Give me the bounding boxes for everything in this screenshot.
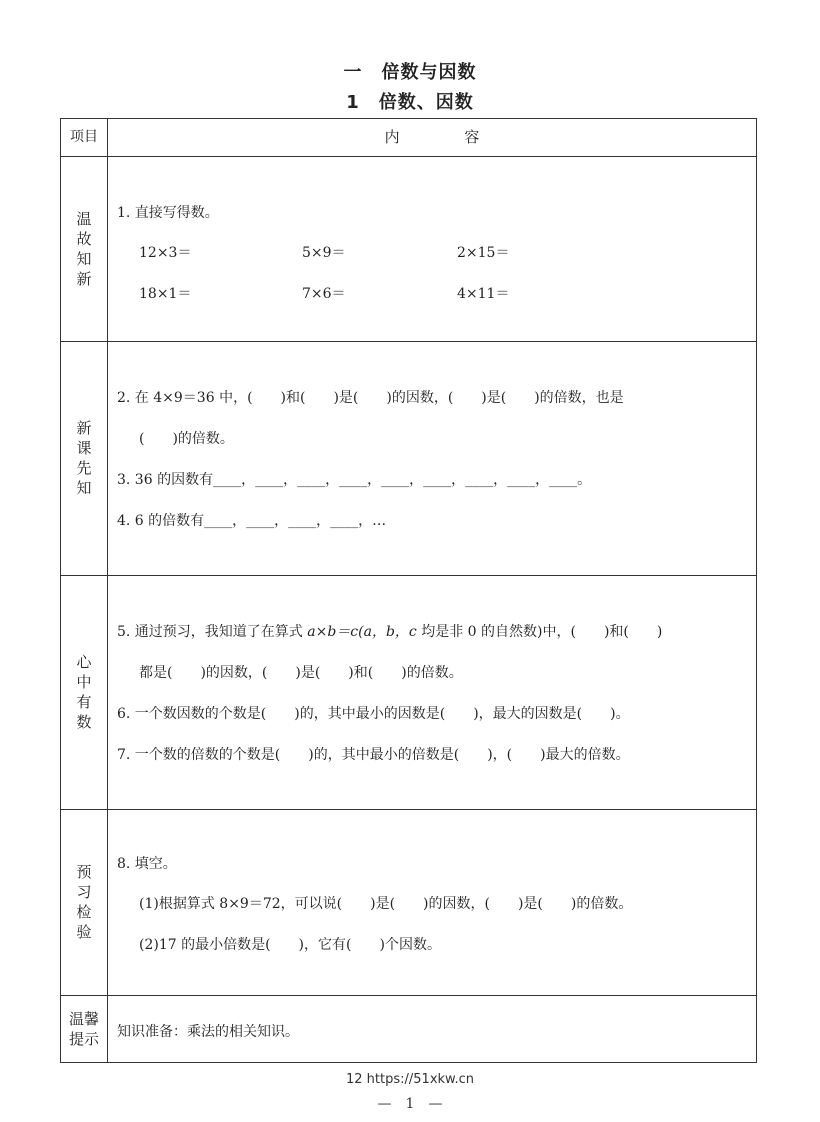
question-6: 6. 一个数因数的个数是( )的，其中最小的因数是( )，最大的因数是( )。 [117, 706, 630, 722]
question-3: 3. 36 的因数有____，____，____，____，____，____，____，____，____。 [117, 472, 592, 488]
column-header-content: 内 容 [384, 128, 510, 146]
question-7: 7. 一个数的倍数的个数是( )的，其中最小的倍数是( )，( )最大的倍数。 [117, 747, 630, 763]
row-label-tip: 温馨提示 [68, 1009, 99, 1048]
footer-url: 12 https://51xkw.cn [346, 1072, 474, 1087]
question-5: 5. 通过预习，我知道了在算式 a×b＝c(a，b，c 均是非 0 的自然数)中，( )和( ) [117, 624, 663, 640]
question-2: 2. 在 4×9＝36 中，( )和( )是( )的因数，( )是( )的倍数，也是 [117, 390, 624, 406]
question-5-cont: 都是( )的因数，( )是( )和( )的倍数。 [139, 665, 463, 681]
row-content-check [117, 809, 750, 995]
question-8: 8. 填空。 [117, 856, 177, 872]
page-number: — 1 — [377, 1096, 443, 1112]
section-title: 1 倍数、因数 [346, 92, 474, 113]
row-content-preview [117, 341, 750, 575]
question-4: 4. 6 的倍数有____，____，____，____，… [117, 513, 387, 529]
column-header-item: 项目 [70, 129, 98, 145]
calc-item: 12×3＝ [139, 245, 192, 261]
formula: a×b＝c(a，b，c [307, 624, 417, 640]
calc-item: 18×1＝ [139, 286, 192, 302]
calc-item: 2×15＝ [457, 245, 510, 261]
tip-text: 知识准备：乘法的相关知识。 [117, 1024, 299, 1040]
row-label-review: 温故知新 [76, 209, 92, 288]
row-content-tip [117, 995, 750, 1062]
question-2-cont: ( )的倍数。 [139, 431, 234, 447]
column-divider [107, 119, 108, 1062]
calc-item: 5×9＝ [302, 245, 346, 261]
chapter-title: 一 倍数与因数 [343, 62, 477, 83]
question-1: 1. 直接写得数。 [117, 205, 219, 221]
calc-item: 7×6＝ [302, 286, 346, 302]
row-content-understanding [117, 575, 750, 809]
row-label-check: 预习检验 [76, 863, 92, 941]
row-content-review [117, 156, 750, 341]
row-label-preview: 新课先知 [76, 419, 92, 497]
row-label-understanding: 心中有数 [76, 653, 92, 731]
question-8-part-1: (1)根据算式 8×9＝72，可以说( )是( )的因数，( )是( )的倍数。 [139, 896, 633, 912]
worksheet-table [60, 118, 757, 1063]
question-8-part-2: (2)17 的最小倍数是( )，它有( )个因数。 [139, 937, 441, 953]
calc-item: 4×11＝ [457, 286, 510, 302]
